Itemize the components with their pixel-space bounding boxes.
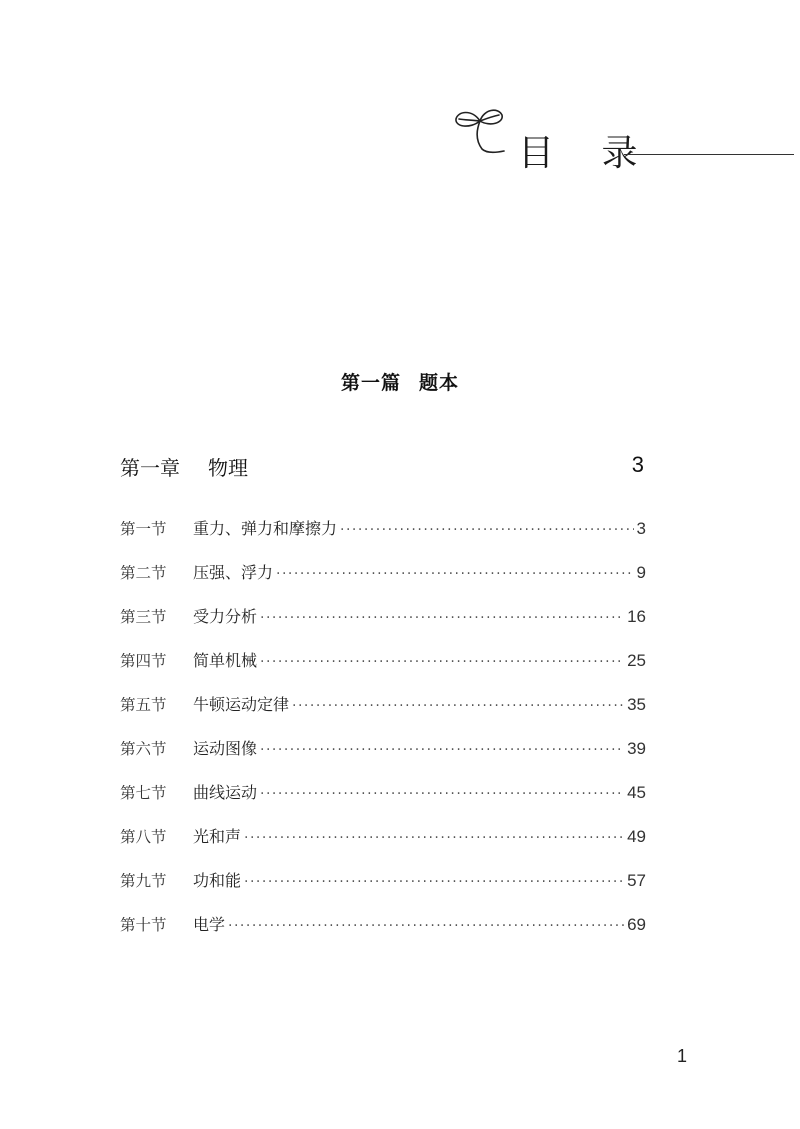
- toc-entry[interactable]: [120, 560, 646, 604]
- section-title: 重力、弹力和摩擦力: [193, 519, 338, 538]
- toc-header: [452, 103, 800, 183]
- dot-leader: [260, 742, 624, 758]
- dot-leader: [260, 654, 624, 670]
- section-page-number: 69: [627, 915, 646, 934]
- section-page-number: 39: [627, 739, 646, 758]
- dot-leader: [244, 874, 624, 890]
- section-label: 第二节: [120, 564, 167, 582]
- section-list: [120, 516, 646, 956]
- chapter-page-number: 3: [631, 452, 644, 477]
- section-label: 第七节: [120, 784, 167, 802]
- section-page-number: 49: [627, 827, 646, 846]
- chapter-label: 第一章: [120, 456, 180, 480]
- part-heading: [0, 368, 800, 395]
- section-label: 第六节: [120, 740, 167, 758]
- section-page-number: 45: [627, 783, 646, 802]
- section-title: 曲线运动: [193, 783, 258, 802]
- section-label: 第九节: [120, 872, 167, 890]
- section-title: 牛顿运动定律: [193, 695, 290, 714]
- toc-entry[interactable]: [120, 692, 646, 736]
- title-rule: [624, 154, 794, 155]
- section-page-number: 25: [627, 651, 646, 670]
- section-title: 压强、浮力: [193, 563, 274, 582]
- section-label: 第四节: [120, 652, 167, 670]
- section-page-number: 16: [627, 607, 646, 626]
- toc-entry[interactable]: [120, 868, 646, 912]
- chapter-name: 物理: [208, 456, 248, 480]
- section-page-number: 3: [636, 519, 646, 538]
- toc-entry[interactable]: [120, 604, 646, 648]
- dot-leader: [228, 918, 624, 934]
- section-title: 受力分析: [193, 607, 258, 626]
- dot-leader: [340, 522, 634, 538]
- section-label: 第五节: [120, 696, 167, 714]
- section-label: 第十节: [120, 916, 167, 934]
- section-label: 第八节: [120, 828, 167, 846]
- dot-leader: [292, 698, 624, 714]
- section-label: 第三节: [120, 608, 167, 626]
- chapter-entry[interactable]: [120, 452, 650, 482]
- toc-entry[interactable]: [120, 780, 646, 824]
- page-title: 目 录: [518, 133, 656, 174]
- toc-entry[interactable]: [120, 516, 646, 560]
- section-page-number: 35: [627, 695, 646, 714]
- section-title: 运动图像: [193, 739, 258, 758]
- page-number: 1: [677, 1046, 688, 1066]
- section-page-number: 9: [636, 563, 646, 582]
- toc-entry[interactable]: [120, 824, 646, 868]
- dot-leader: [276, 566, 634, 582]
- dot-leader: [244, 830, 624, 846]
- part-number: 第一篇: [340, 372, 401, 394]
- toc-entry[interactable]: [120, 736, 646, 780]
- section-title: 功和能: [193, 871, 242, 890]
- sprout-icon: [452, 103, 512, 163]
- toc-entry[interactable]: [120, 648, 646, 692]
- section-label: 第一节: [120, 520, 167, 538]
- dot-leader: [260, 786, 624, 802]
- toc-entry[interactable]: [120, 912, 646, 956]
- section-title: 光和声: [193, 827, 242, 846]
- part-name: 题本: [419, 372, 460, 394]
- dot-leader: [260, 610, 624, 626]
- section-title: 电学: [193, 915, 226, 934]
- section-title: 简单机械: [193, 651, 258, 670]
- section-page-number: 57: [627, 871, 646, 890]
